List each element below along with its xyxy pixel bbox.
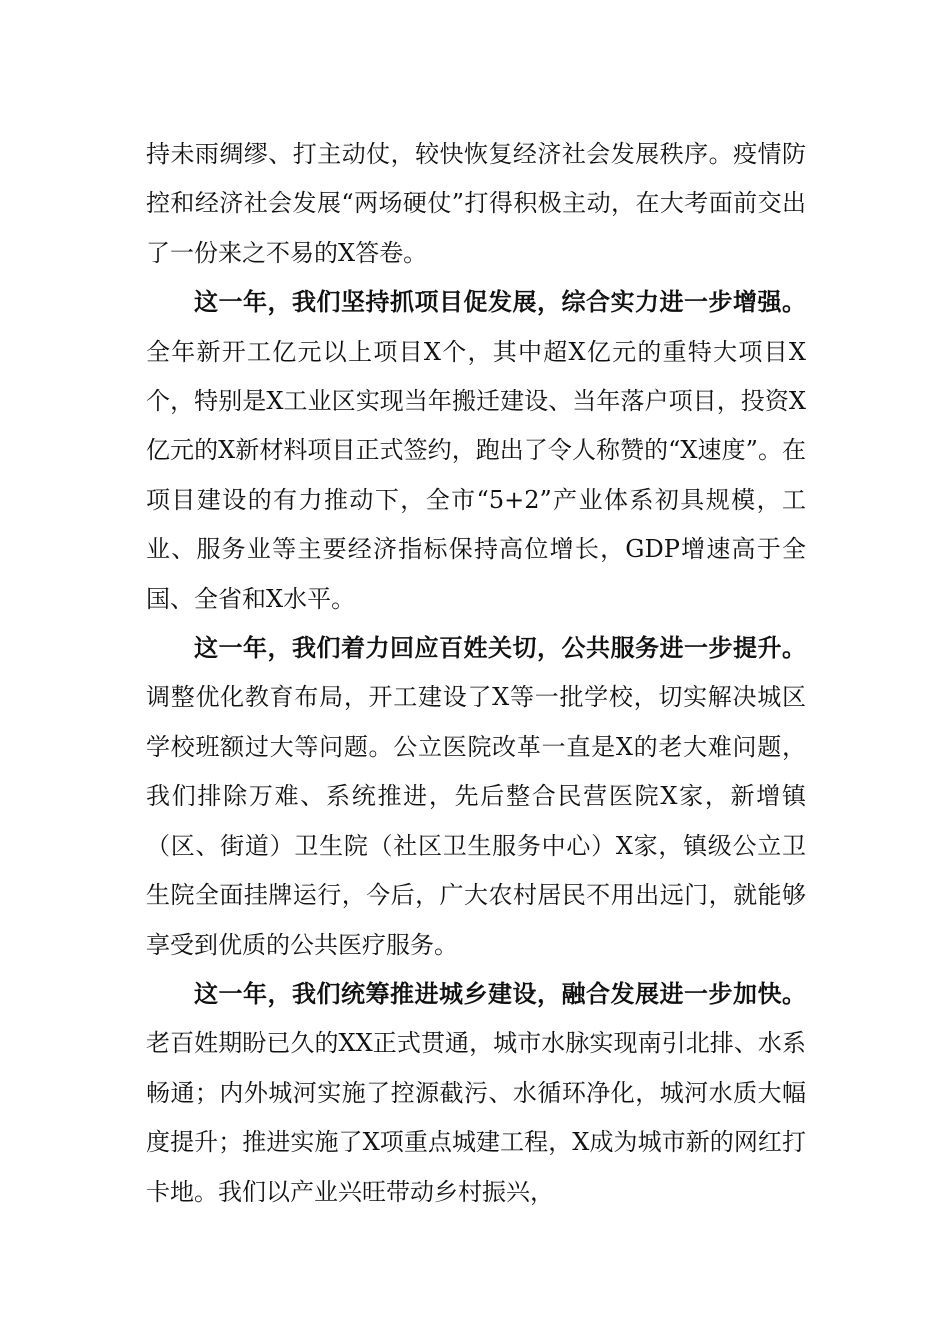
paragraph-body: 全年新开工亿元以上项目X个，其中超X亿元的重特大项目X个，特别是X工业区实现当年搬迁建设、当年落户项目，投资X亿元的X新材料项目正式签约，跑出了令人称赞的“X速度”。在项目建设的有力推动下，全市“5+2”产业体系初具规模，工业、服务业等主要经济指标保持高位增长，GDP增速高于全国、全省和X水平。 xyxy=(146,337,806,613)
paragraph-continuation xyxy=(146,130,806,278)
paragraph-lead: 这一年，我们坚持抓项目促发展，综合实力进一步增强。 xyxy=(194,288,806,317)
paragraph-body: 持未雨绸缪、打主动仗，较快恢复经济社会发展秩序。疫情防控和经济社会发展“两场硬仗”打得积极主动，在大考面前交出了一份来之不易的X答卷。 xyxy=(146,140,806,267)
paragraph-public-services xyxy=(146,624,806,970)
paragraph-lead: 这一年，我们着力回应百姓关切，公共服务进一步提升。 xyxy=(194,634,806,663)
paragraph-project-development xyxy=(146,278,806,624)
paragraph-body: 老百姓期盼已久的XX正式贯通，城市水脉实现南引北排、水系畅通；内外城河实施了控源截污、水循环净化，城河水质大幅度提升；推进实施了X项重点城建工程，X成为城市新的网红打卡地。我们以产业兴旺带动乡村振兴， xyxy=(146,1029,806,1206)
paragraph-body: 调整优化教育布局，开工建设了X等一批学校，切实解决城区学校班额过大等问题。公立医院改革一直是X的老大难问题，我们排除万难、系统推进，先后整合民营医院X家，新增镇（区、街道）卫生院（社区卫生服务中心）X家，镇级公立卫生院全面挂牌运行，今后，广大农村居民不用出远门，就能够享受到优质的公共医疗服务。 xyxy=(146,683,806,959)
paragraph-urban-rural xyxy=(146,970,806,1217)
paragraph-lead: 这一年，我们统筹推进城乡建设，融合发展进一步加快。 xyxy=(194,979,806,1008)
document-body xyxy=(146,130,806,1217)
